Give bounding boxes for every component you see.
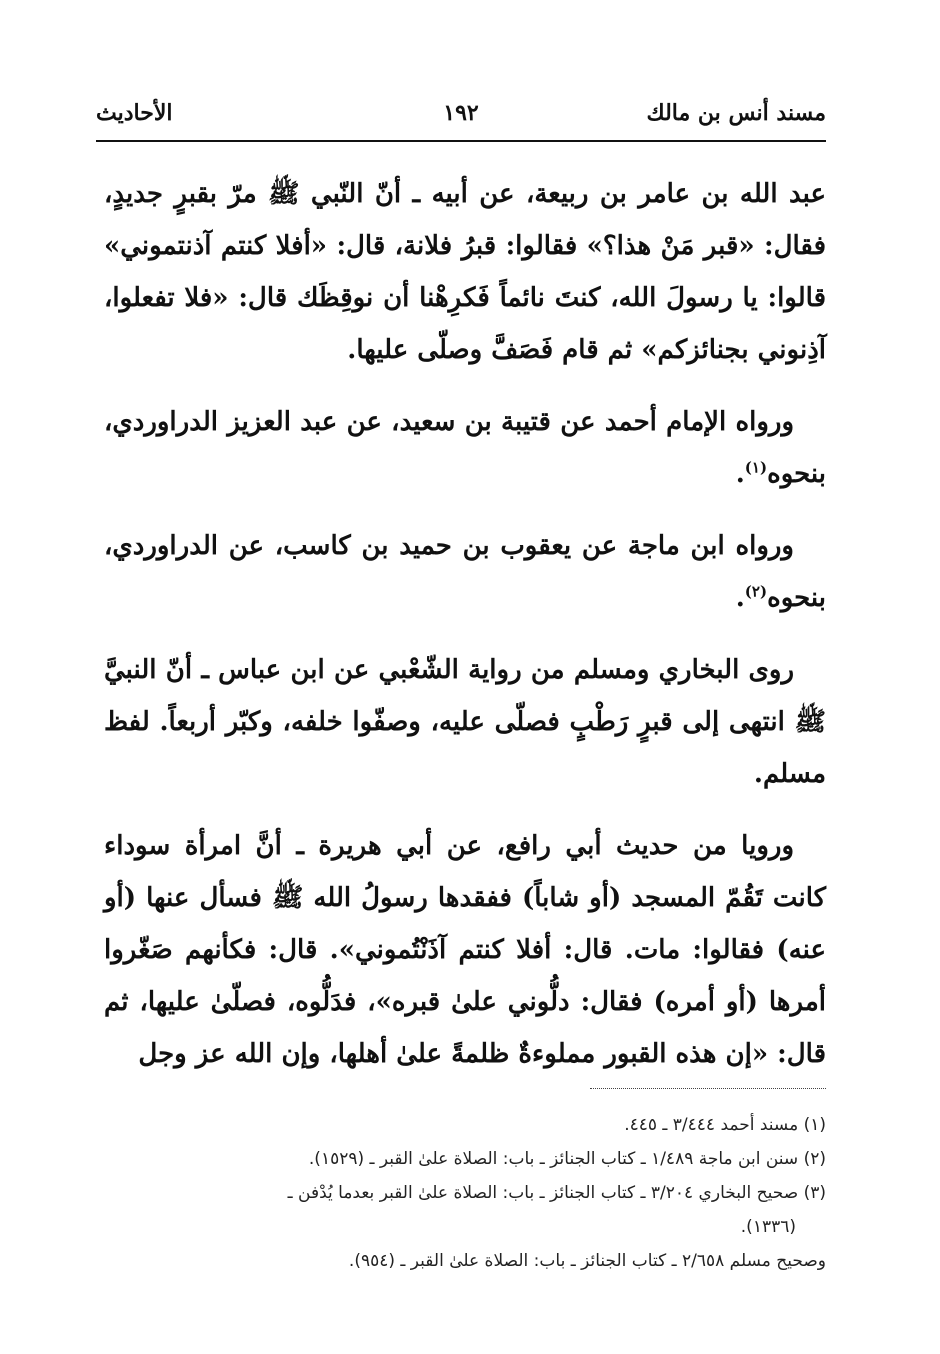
footnote-4: وصحيح مسلم ٢/٦٥٨ ـ كتاب الجنائز ـ باب: الصلاة علىٰ القبر ـ (٩٥٤). xyxy=(348,1251,826,1271)
footnote-3: (٣) صحيح البخاري ٣/٢٠٤ ـ كتاب الجنائز ـ باب: الصلاة علىٰ القبر بعدما يُدْفن ـ xyxy=(287,1183,826,1203)
footnote-1: (١) مسند أحمد ٣/٤٤٤ ـ ٤٤٥. xyxy=(624,1115,826,1135)
paragraph-2-text: ورواه الإمام أحمد عن قتيبة بن سعيد، عن عبد العزيز الدراوردي، بنحوه xyxy=(104,407,826,489)
paragraph-5: ورويا من حديث أبي رافع، عن أبي هريرة ـ أنَّ امرأة سوداء كانت تَقُمّ المسجد (أو شاباً) ففقدها رسولُ الله ﷺ فسأل عنها (أو عنه) فقالوا: مات. قال: أفلا كنتم آذَنْتُموني». قال: فكأنهم صَغّروا أمرها (أو أمره) فقال: دلُّوني علىٰ قبره»، فدَلُّوه، فصلّىٰ عليها، ثم قال: «إن هذه القبور مملوءةٌ ظلمةً علىٰ أهلها، وإن الله عز وجل xyxy=(104,831,826,1069)
paragraph-2 xyxy=(104,396,826,500)
section-title: الأحاديث xyxy=(96,100,173,126)
footnote-ref-1[interactable]: (١) xyxy=(744,458,768,477)
footnote-separator xyxy=(590,1088,826,1089)
main-text xyxy=(104,168,826,1100)
footnotes xyxy=(180,1108,826,1278)
paragraph-3-text: ورواه ابن ماجة عن يعقوب بن حميد بن كاسب، عن الدراوردي، بنحوه xyxy=(104,531,826,613)
footnote-3-continuation: (١٣٣٦). xyxy=(740,1217,796,1237)
paragraph-2-end: . xyxy=(735,459,745,489)
header-rule xyxy=(96,140,826,142)
book-title: مسند أنس بن مالك xyxy=(646,100,826,126)
page-number: ١٩٢ xyxy=(443,100,479,126)
paragraph-3 xyxy=(104,520,826,624)
paragraph-1: عبد الله بن عامر بن ربيعة، عن أبيه ـ أنّ النّبي ﷺ مرّ بقبرٍ جديدٍ، فقال: «قبر مَنْ هذا؟» فقالوا: قبرُ فلانة، قال: «أفلا كنتم آذنتموني» قالوا: يا رسولَ الله، كنتَ نائماً فَكرِهْنا أن نوقِظَك قال: «فلا تفعلوا، آذِنوني بجنائزكم» ثم قام فَصَفَّ وصلّى عليها. xyxy=(104,179,827,365)
footnote-2: (٢) سنن ابن ماجة ١/٤٨٩ ـ كتاب الجنائز ـ باب: الصلاة علىٰ القبر ـ (١٥٢٩). xyxy=(308,1149,826,1169)
running-header xyxy=(96,100,826,136)
paragraph-3-end: . xyxy=(735,583,745,613)
footnote-ref-2[interactable]: (٢) xyxy=(744,582,768,601)
paragraph-4: روى البخاري ومسلم من رواية الشّعْبي عن ابن عباس ـ أنّ النبيَّ ﷺ انتهى إلى قبرٍ رَطْبٍ فصلّى عليه، وصفّوا خلفه، وكبّر أربعاً. لفظ مسلم. xyxy=(104,655,826,789)
